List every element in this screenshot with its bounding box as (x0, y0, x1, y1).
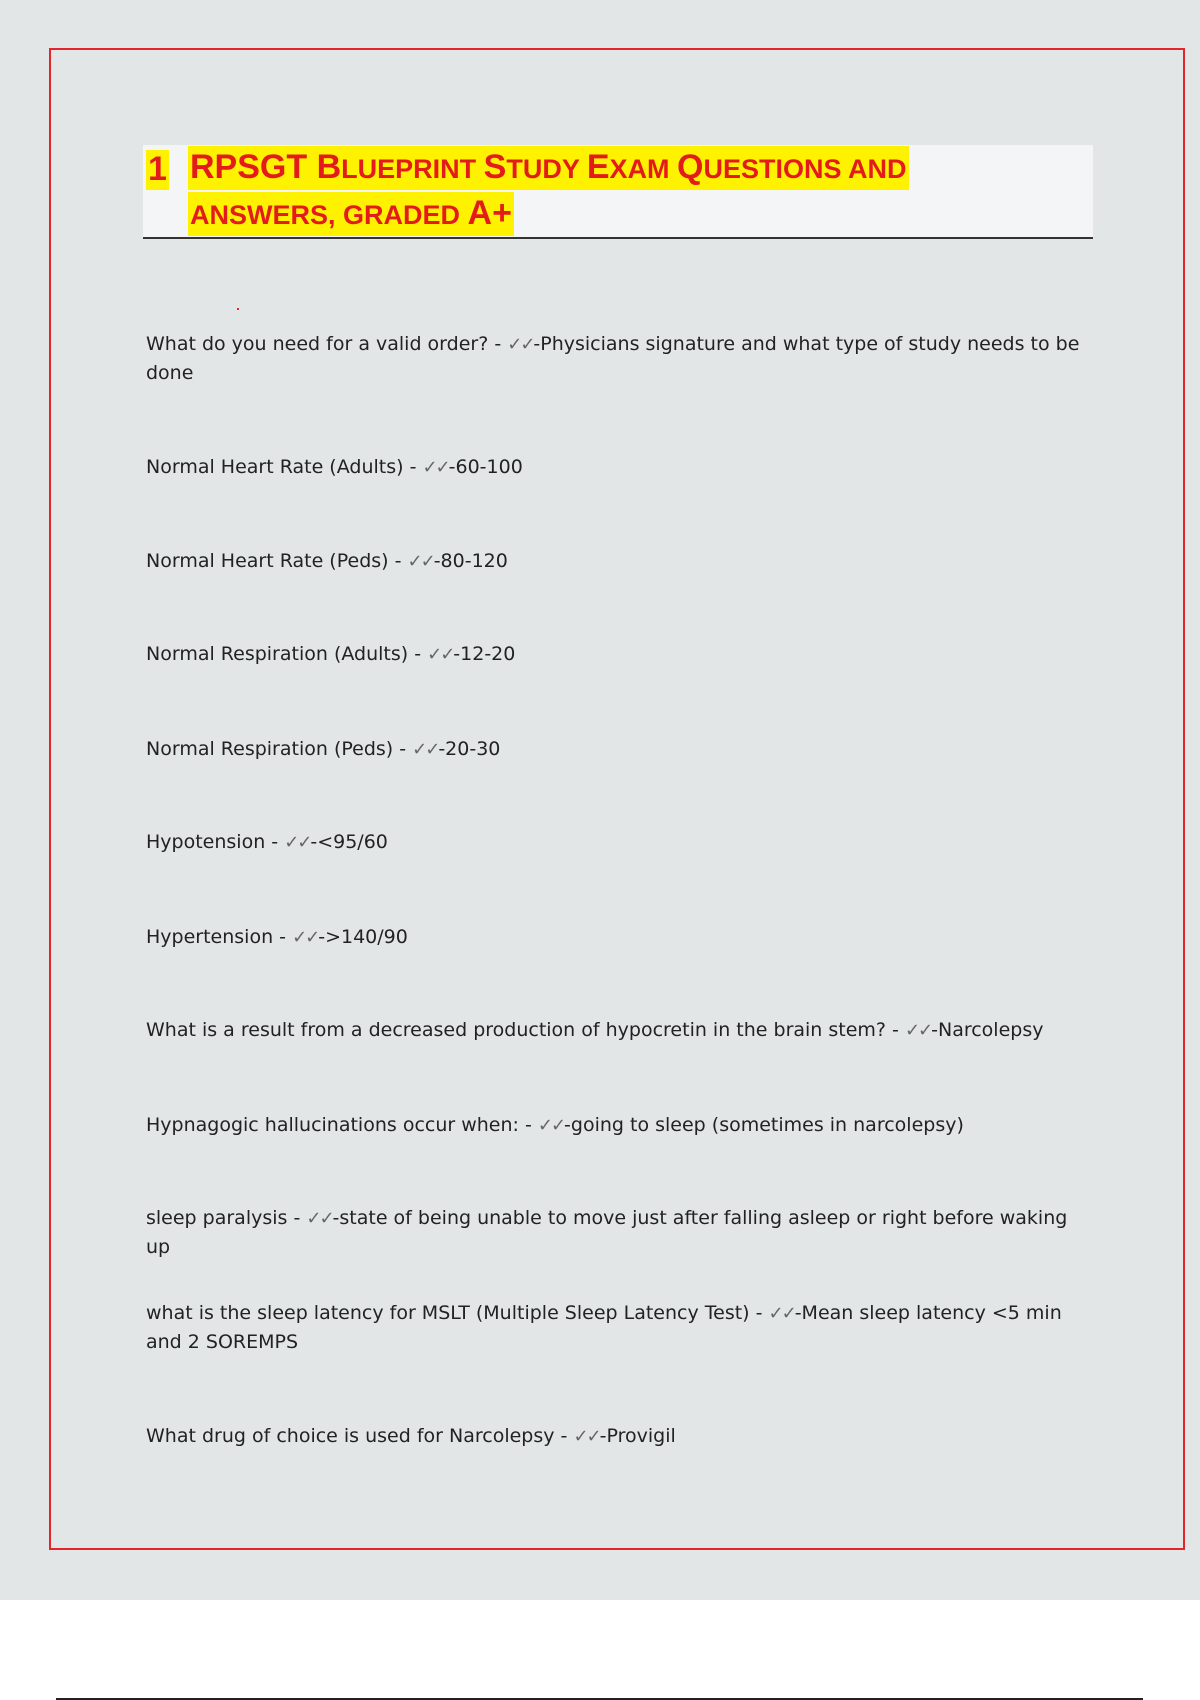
double-check-icon: ✓✓ (427, 644, 454, 665)
question-text: What is a result from a decreased production of hypocretin in the brain stem? - (146, 1019, 905, 1041)
qa-item (146, 923, 1096, 952)
answer-text: -Provigil (599, 1425, 676, 1447)
answer-text: -Narcolepsy (931, 1019, 1044, 1041)
heading-text: B (316, 148, 342, 186)
double-check-icon: ✓✓ (407, 551, 434, 572)
answer-text: ->140/90 (318, 926, 408, 948)
heading-title-line-2 (188, 196, 514, 230)
heading-text: LUEPRINT (341, 154, 484, 184)
question-text: What drug of choice is used for Narcolepsy - (146, 1425, 574, 1447)
qa-item (146, 828, 1096, 857)
answer-text: -going to sleep (sometimes in narcolepsy) (564, 1114, 964, 1136)
qa-item (146, 453, 1096, 482)
question-text: Hypnagogic hallucinations occur when: - (146, 1114, 538, 1136)
question-text: Hypertension - (146, 926, 293, 948)
question-text: Normal Heart Rate (Adults) - (146, 456, 423, 478)
answer-text: -Physicians signature and what type of study needs to be done (146, 333, 1080, 384)
double-check-icon: ✓✓ (573, 1426, 600, 1447)
question-text: what is the sleep latency for MSLT (Multiple Sleep Latency Test) - (146, 1302, 769, 1324)
double-check-icon: ✓✓ (537, 1115, 565, 1136)
heading-title-line-1 (188, 150, 909, 184)
heading-text: E (586, 148, 610, 186)
heading-text: Q (677, 148, 704, 186)
double-check-icon: ✓✓ (306, 1208, 333, 1229)
qa-item (146, 1204, 1096, 1262)
qa-item (146, 735, 1096, 764)
heading-text: A+ (467, 194, 512, 232)
question-text: Normal Respiration (Peds) - (146, 738, 413, 760)
question-text: What do you need for a valid order? - (146, 333, 508, 355)
question-text: sleep paralysis - (146, 1207, 307, 1229)
qa-item (146, 640, 1096, 669)
answer-text: -20-30 (438, 738, 501, 760)
double-check-icon: ✓✓ (422, 457, 449, 478)
qa-item (146, 1016, 1096, 1045)
heading-text: UESTIONS AND (703, 154, 907, 184)
double-check-icon: ✓✓ (284, 832, 311, 853)
answer-text: -80-120 (433, 550, 508, 572)
question-text: Normal Heart Rate (Peds) - (146, 550, 408, 572)
answer-text: -12-20 (453, 643, 516, 665)
double-check-icon: ✓✓ (904, 1020, 932, 1041)
red-mark (237, 308, 239, 310)
heading-text: ANSWERS, GRADED (190, 200, 468, 230)
double-check-icon: ✓✓ (412, 739, 439, 760)
heading-text: XAM (609, 154, 678, 184)
answer-text: -<95/60 (310, 831, 388, 853)
double-check-icon: ✓✓ (768, 1303, 795, 1324)
heading-text: TUDY (506, 154, 587, 184)
answer-text: -state of being unable to move just after falling asleep or right before waking up (146, 1207, 1068, 1258)
qa-item (146, 1299, 1096, 1357)
heading-number: 1 (148, 150, 167, 188)
question-text: Normal Respiration (Adults) - (146, 643, 428, 665)
question-text: Hypotension - (146, 831, 285, 853)
qa-item (146, 1422, 1096, 1451)
double-check-icon: ✓✓ (507, 334, 534, 355)
answer-text: -60-100 (448, 456, 523, 478)
qa-item (146, 330, 1096, 388)
qa-item (146, 547, 1096, 576)
heading-text: S (483, 148, 507, 186)
qa-item (146, 1111, 1096, 1140)
answer-text: -Mean sleep latency <5 min and 2 SOREMPS (146, 1302, 1062, 1353)
double-check-icon: ✓✓ (292, 927, 319, 948)
heading-text: RPSGT (190, 148, 317, 186)
